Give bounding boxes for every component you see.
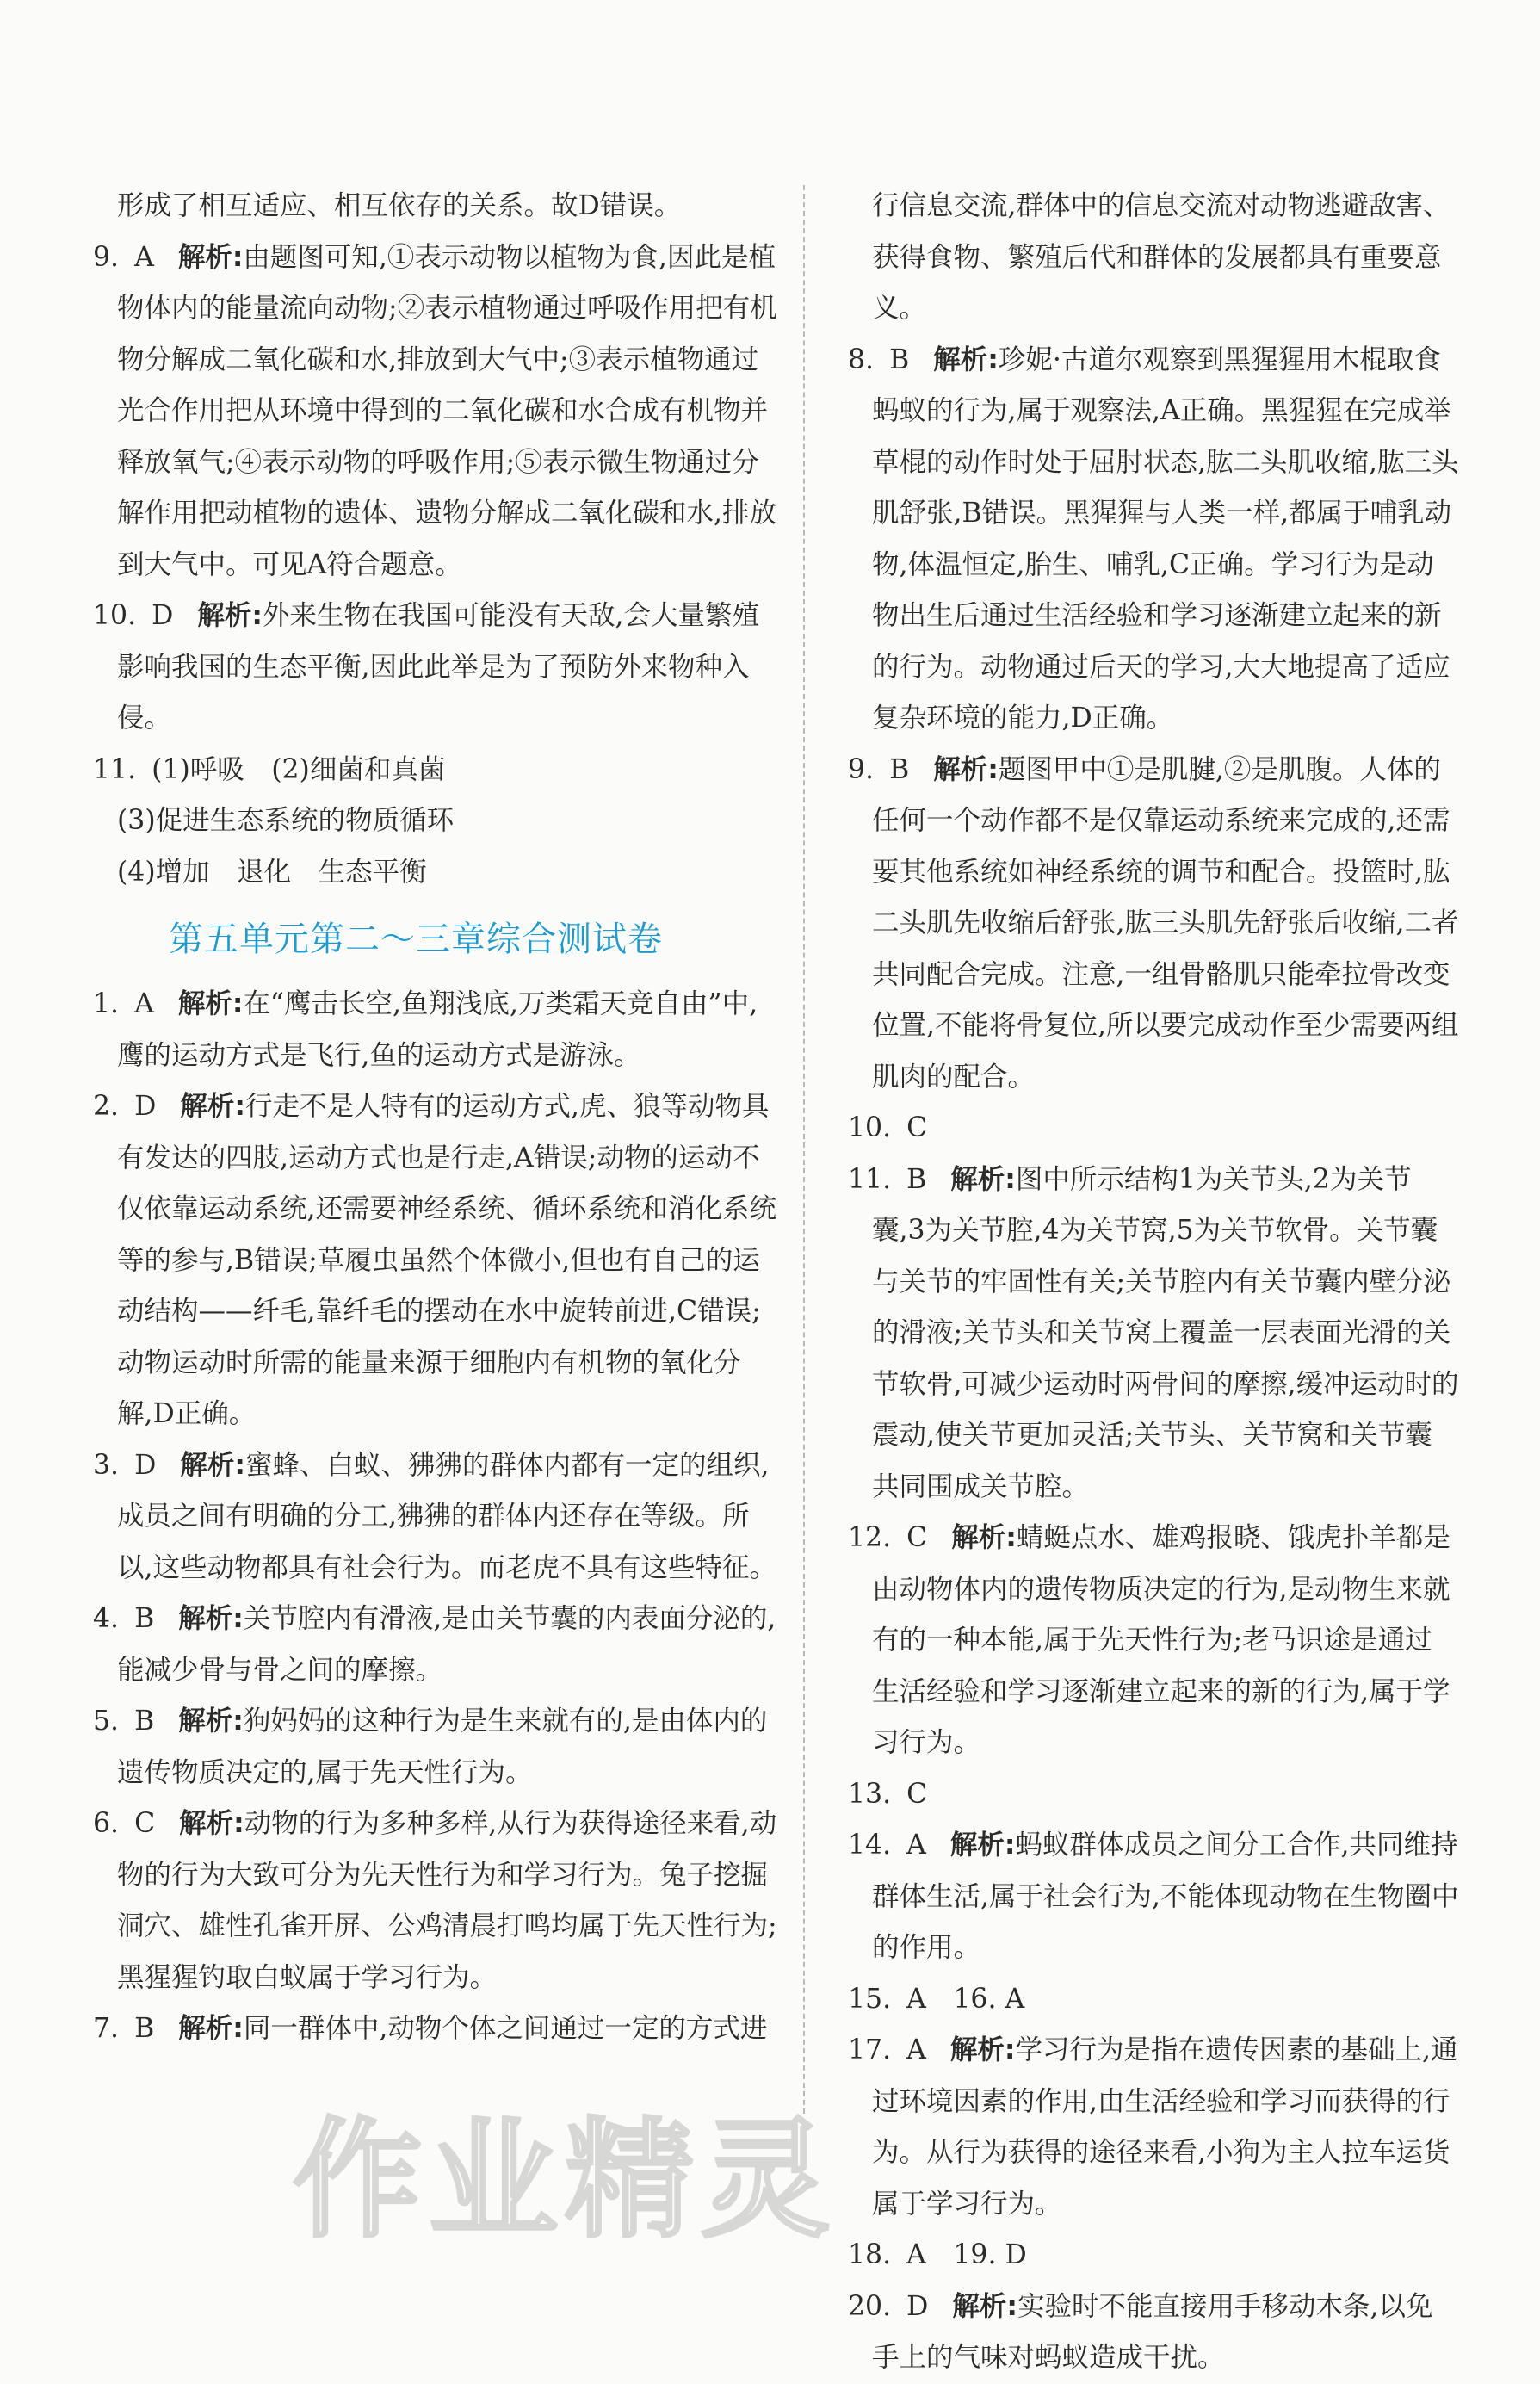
item-number: 6.	[93, 1808, 120, 1839]
answer-item	[848, 2282, 1459, 2384]
item-number: 2.	[93, 1091, 120, 1122]
item-answer: A	[906, 2034, 926, 2065]
item-answer: C	[906, 1112, 928, 1143]
analysis-text: 珍妮·古道尔观察到黑猩猩用木棍取食蚂蚁的行为,属于观察法,A正确。黑猩猩在完成举草棍的动作时处于屈肘状态,肱二头肌收缩,肱三头肌舒张,B错误。黑猩猩与人类一样,都属于哺乳动物,体温恒定,胎生、哺乳,C正确。学习行为是动物出生后通过生活经验和学习逐渐建立起来的新的行为。动物通过后天的学习,大大地提高了适应复杂环境的能力,D正确。	[872, 344, 1459, 734]
analysis-text: 蜜蜂、白蚁、狒狒的群体内都有一定的组织,成员之间有明确的分工,狒狒的群体内还存在等级。所以,这些动物都具有社会行为。而老虎不具有这些特征。	[117, 1449, 777, 1583]
item-answer: C	[906, 1778, 928, 1810]
answer-item	[93, 1440, 777, 1594]
analysis-label: 解析:	[933, 344, 999, 375]
answer-item	[848, 1513, 1459, 1769]
item-number: 4.	[93, 1603, 120, 1634]
column-divider	[803, 185, 805, 2114]
analysis-label: 解析:	[178, 1603, 244, 1634]
item-number: 17.	[848, 2034, 892, 2065]
item-number: 14.	[848, 1830, 892, 1861]
answer-item	[848, 1820, 1459, 1974]
item-answer: B	[134, 2013, 155, 2044]
analysis-label: 解析:	[197, 600, 263, 631]
answer-item	[848, 1155, 1459, 1514]
analysis-text: 由题图可知,①表示动物以植物为食,因此是植物体内的能量流向动物;②表示植物通过呼吸作用把有机物分解成二氧化碳和水,排放到大气中;③表示植物通过光合作用把从环境中得到的二氧化碳和水合成有机物并释放氧气;④表示动物的呼吸作用;⑤表示微生物通过分解作用把动植物的遗体、遗物分解成二氧化碳和水,排放到大气中。可见A符合题意。	[117, 241, 777, 580]
item-answer: A	[906, 1830, 926, 1861]
analysis-label: 解析:	[177, 241, 244, 273]
continuation-text: 形成了相互适应、相互依存的关系。故D错误。	[117, 190, 682, 221]
item-answer: A	[134, 241, 154, 273]
item-answer: A 16. A	[906, 1983, 1025, 2015]
item-answer: B	[134, 1603, 155, 1634]
answer-item	[93, 1081, 777, 1440]
analysis-text: 行走不是人特有的运动方式,虎、狼等动物具有发达的四肢,运动方式也是行走,A错误;动物的运动不仅依靠运动系统,还需要神经系统、循环系统和消化系统等的参与,B错误;草履虫虽然个体微小,但也有自己的运动结构——纤毛,靠纤毛的摆动在水中旋转前进,C错误;动物运动时所需的能量来源于细胞内有机物的氧化分解,D正确。	[117, 1091, 777, 1429]
analysis-label: 解析:	[951, 1522, 1017, 1553]
analysis-text: 蜻蜓点水、雄鸡报晓、饿虎扑羊都是由动物体内的遗传物质决定的行为,是动物生来就有的一种本能,属于先天性行为;老马识途是通过生活经验和学习逐渐建立起来的新的行为,属于学习行为。	[872, 1522, 1450, 1758]
analysis-label: 解析:	[950, 1163, 1016, 1195]
analysis-label: 解析:	[949, 2034, 1016, 2065]
analysis-text: 学习行为是指在遗传因素的基础上,通过环境因素的作用,由生活经验和学习而获得的行为。从行为获得的途径来看,小狗为主人拉车运货属于学习行为。	[872, 2034, 1458, 2220]
item-number: 12.	[848, 1522, 892, 1553]
item-answer: B	[134, 1706, 155, 1737]
analysis-text: 实验时不能直接用手移动木条,以免手上的气味对蚂蚁造成干扰。	[872, 2290, 1433, 2373]
analysis-label: 解析:	[178, 2013, 244, 2044]
left-column	[93, 181, 777, 2055]
item-answer: D	[906, 2290, 929, 2322]
analysis-label: 解析:	[933, 753, 999, 785]
item-number: 20.	[848, 2290, 892, 2322]
answer-item	[93, 2003, 777, 2055]
analysis-text: 动物的行为多种多样,从行为获得途径来看,动物的行为大致可分为先天性行为和学习行为。兔子挖掘洞穴、雄性孔雀开屏、公鸡清晨打鸣均属于先天性行为;黑猩猩钓取白蚁属于学习行为。	[117, 1808, 777, 1993]
item-number: 15.	[848, 1983, 892, 2015]
item-answer: C	[906, 1522, 928, 1553]
section-title: 第五单元第二～三章综合测试卷	[169, 920, 663, 959]
item-number: 1.	[93, 988, 120, 1019]
answer-item	[93, 979, 777, 1081]
item-answer: D	[134, 1449, 157, 1481]
item-answer: B	[889, 753, 910, 785]
analysis-text: 蚂蚁群体成员之间分工合作,共同维持群体生活,属于社会行为,不能体现动物在生物圈中的作用。	[872, 1830, 1459, 1963]
analysis-text: 图中所示结构1为关节头,2为关节囊,3为关节腔,4为关节窝,5为关节软骨。关节囊与关节的牢固性有关;关节腔内有关节囊内壁分泌的滑液;关节头和关节窝上覆盖一层表面光滑的关节软骨,可减少运动时两骨间的摩擦,缓冲运动时的震动,使关节更加灵活;关节头、关节窝和关节囊共同围成关节腔。	[872, 1163, 1459, 1502]
item-number: 7.	[93, 2013, 120, 2044]
item-number: 11.	[93, 753, 137, 785]
item-answer: C	[134, 1808, 156, 1839]
answer-item	[848, 1974, 1459, 2026]
item-number: 9.	[848, 753, 875, 785]
answer-subline: (3)促进生态系统的物质循环	[117, 805, 455, 836]
answer-item	[848, 335, 1459, 745]
answer-item	[848, 745, 1459, 1104]
analysis-text: 外来生物在我国可能没有天敌,会大量繁殖影响我国的生态平衡,因此此举是为了预防外来物种入侵。	[117, 600, 759, 734]
item-number: 3.	[93, 1449, 120, 1481]
watermark-logo: 作业精灵	[293, 2106, 838, 2256]
analysis-text: 在“鹰击长空,鱼翔浅底,万类霜天竞自由”中,鹰的运动方式是飞行,鱼的运动方式是游泳。	[117, 988, 758, 1071]
analysis-label: 解析:	[952, 2290, 1017, 2322]
item-number: 13.	[848, 1778, 892, 1810]
item-number: 18.	[848, 2239, 892, 2270]
item-answer: A	[134, 988, 154, 1019]
analysis-label: 解析:	[178, 1706, 244, 1737]
item-answer: A 19. D	[906, 2239, 1027, 2270]
answer-item	[93, 1799, 777, 2003]
continuation-text: 行信息交流,群体中的信息交流对动物逃避敌害、获得食物、繁殖后代和群体的发展都具有重要意义。	[872, 190, 1450, 324]
analysis-text: 狗妈妈的这种行为是生来就有的,是由体内的遗传物质决定的,属于先天性行为。	[117, 1706, 768, 1788]
item-answer: B	[889, 344, 910, 375]
item-answer: D	[134, 1091, 157, 1122]
answer-item	[848, 1769, 1459, 1821]
item-number: 9.	[93, 241, 120, 273]
answer-item	[93, 1696, 777, 1799]
item-answer: (1)呼吸 (2)细菌和真菌	[152, 753, 446, 785]
analysis-text: 关节腔内有滑液,是由关节囊的内表面分泌的,能减少骨与骨之间的摩擦。	[117, 1603, 776, 1686]
item-answer: D	[152, 600, 174, 631]
answer-item	[93, 1594, 777, 1696]
analysis-label: 解析:	[180, 1449, 245, 1481]
analysis-label: 解析:	[177, 988, 244, 1019]
answer-item	[93, 232, 777, 591]
analysis-text: 题图甲中①是肌腱,②是肌腹。人体的任何一个动作都不是仅靠运动系统来完成的,还需要其他系统如神经系统的调节和配合。投篮时,肱二头肌先收缩后舒张,肱三头肌先舒张后收缩,二者共同配合完成。注意,一组骨骼肌只能牵拉骨改变位置,不能将骨复位,所以要完成动作至少需要两组肌肉的配合。	[872, 753, 1459, 1093]
analysis-label: 解析:	[949, 1830, 1016, 1861]
analysis-label: 解析:	[180, 1091, 245, 1122]
answer-item	[848, 1103, 1459, 1155]
answer-item	[93, 745, 777, 796]
analysis-label: 解析:	[179, 1808, 244, 1839]
item-number: 10.	[848, 1112, 892, 1143]
item-number: 10.	[93, 600, 137, 631]
item-number: 5.	[93, 1706, 120, 1737]
answer-item	[848, 2025, 1459, 2230]
right-column	[848, 181, 1459, 2384]
item-number: 11.	[848, 1163, 892, 1195]
answer-item	[93, 591, 777, 745]
answer-subline: (4)增加 退化 生态平衡	[117, 856, 427, 888]
item-answer: B	[906, 1163, 927, 1195]
answer-item	[848, 2230, 1459, 2282]
analysis-text: 同一群体中,动物个体之间通过一定的方式进	[243, 2013, 768, 2044]
item-number: 8.	[848, 344, 875, 375]
